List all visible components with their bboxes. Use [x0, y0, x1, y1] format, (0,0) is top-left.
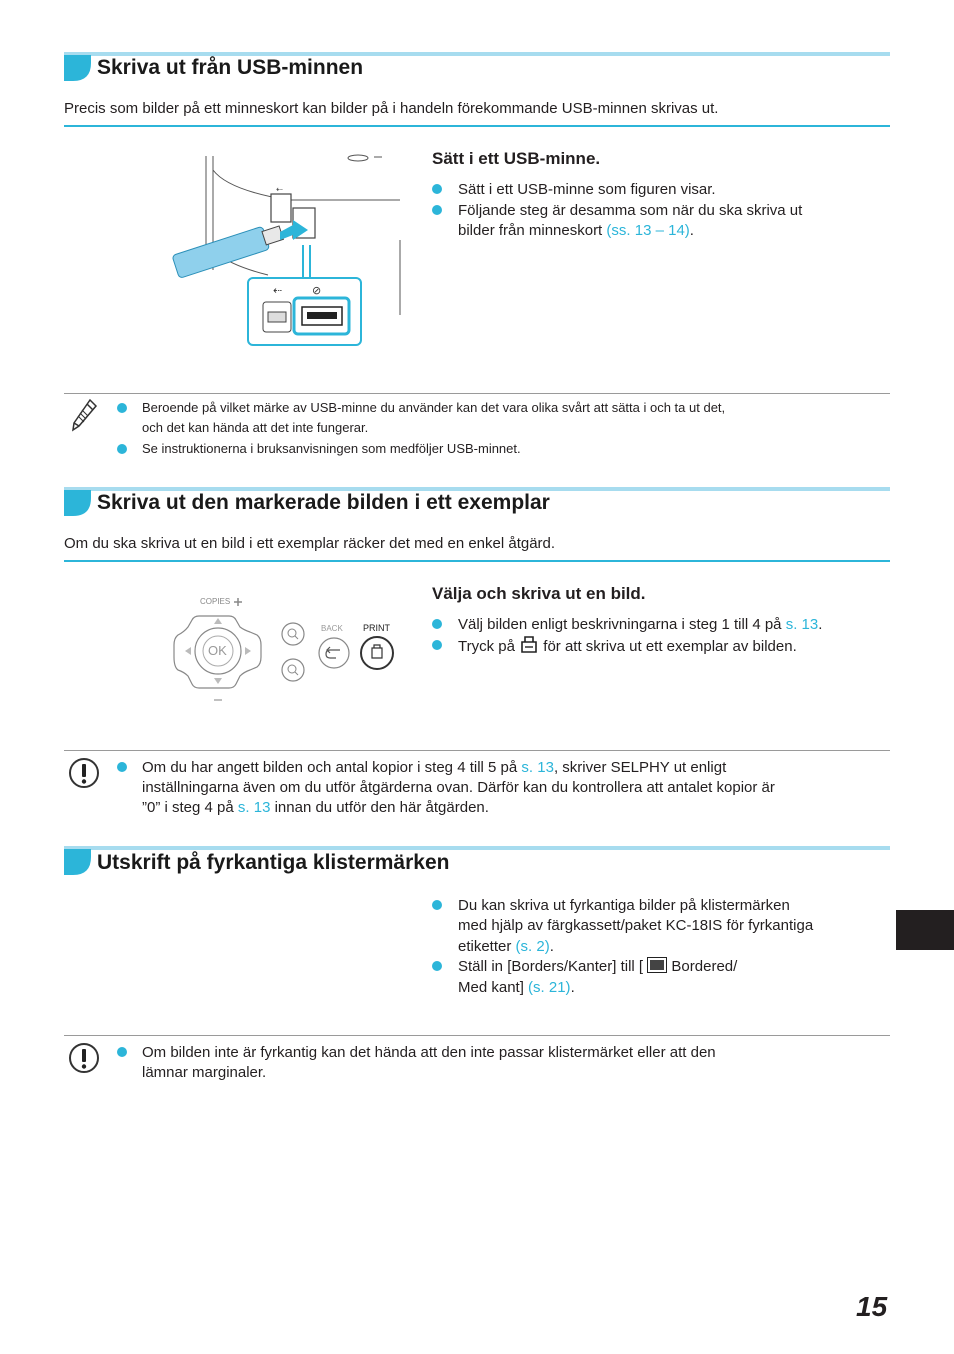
- note3-line1: Om bilden inte är fyrkantig kan det hända att den inte passar klistermärket eller att den: [142, 1044, 716, 1061]
- usb-bullet-2-line1: Följande steg är desamma som när du ska skriva ut: [458, 202, 803, 219]
- note1-item1-line1: Beroende på vilket märke av USB-minne du använder kan det vara olika svårt att sätta i och ta ut det,: [142, 400, 726, 415]
- note2-line1: Om du har angett bilden och antal kopior i steg 4 till 5 på s. 13, skriver SELPHY ut enligt: [142, 759, 727, 776]
- section-title-usb: Skriva ut från USB-minnen: [97, 56, 364, 79]
- bullet: [432, 184, 442, 194]
- sticker-bullet-2-line1: Ställ in [Borders/Kanter] till [ Bordered/: [458, 958, 738, 975]
- print-bullet-2: Tryck på för att skriva ut ett exemplar av bilden.: [458, 638, 797, 655]
- page-link[interactable]: (ss. 13 – 14): [606, 222, 690, 239]
- sticker-bullet-1-line3: etiketter (s. 2).: [458, 938, 554, 955]
- svg-text:⇠: ⇠: [273, 284, 283, 297]
- bullet: [117, 403, 127, 413]
- svg-text:⊘: ⊘: [312, 284, 322, 297]
- control-panel-illustration: [170, 590, 405, 710]
- page-link[interactable]: s. 13: [237, 799, 271, 816]
- control-panel-drawing: [170, 590, 405, 710]
- back-label: BACK: [321, 624, 343, 633]
- page-link[interactable]: s. 13: [521, 759, 554, 776]
- usb-bullet-1: Sätt i ett USB-minne som figuren visar.: [458, 181, 716, 198]
- bullet: [117, 1047, 127, 1057]
- print-button-icon: [519, 636, 539, 654]
- page-link[interactable]: s. 13: [785, 616, 819, 633]
- note3-line2: lämnar marginaler.: [142, 1064, 267, 1081]
- caution-icon: [68, 1042, 100, 1074]
- bullet: [117, 444, 127, 454]
- note-divider: [64, 1035, 890, 1036]
- bullet: [432, 640, 442, 650]
- section-title-stickers: Utskrift på fyrkantiga klistermärken: [97, 851, 450, 874]
- print-label: PRINT: [363, 623, 390, 633]
- section-intro-single-print: Om du ska skriva ut en bild i ett exemplar räcker det med en enkel åtgärd.: [64, 535, 556, 552]
- sticker-bullet-2-line2: Med kant] (s. 21).: [458, 979, 575, 996]
- section-intro-usb: Precis som bilder på ett minneskort kan bilder på i handeln förekommande USB-minnen skrivas ut.: [64, 100, 719, 117]
- page-number: 15: [856, 1291, 888, 1322]
- copies-label: COPIES: [200, 597, 231, 606]
- step-title-print: Välja och skriva ut en bild.: [432, 584, 646, 603]
- chapter-tab: [896, 910, 954, 950]
- bullet: [432, 619, 442, 629]
- note-divider: [64, 750, 890, 751]
- note2-line2: inställningarna även om du utför åtgärderna ovan. Därför kan du kontrollera att antalet kopior är: [142, 779, 775, 796]
- divider: [64, 125, 890, 127]
- caution-icon: [68, 757, 100, 789]
- section-header-bar: [64, 846, 890, 850]
- pencil-icon: [70, 398, 98, 432]
- page-link[interactable]: (s. 2): [515, 938, 550, 955]
- bordered-icon: [647, 957, 667, 973]
- sticker-bullet-1-line1: Du kan skriva ut fyrkantiga bilder på klistermärken: [458, 897, 790, 914]
- bullet: [432, 205, 442, 215]
- note1-item2: Se instruktionerna i bruksanvisningen som medföljer USB-minnet.: [142, 441, 521, 456]
- bullet: [117, 762, 127, 772]
- usb-insert-illustration: [168, 150, 408, 350]
- svg-text:⇠: ⇠: [276, 185, 283, 194]
- note2-line3: ”0” i steg 4 på s. 13 innan du utför den här åtgärden.: [142, 799, 489, 816]
- sticker-bullet-1-line2: med hjälp av färgkassett/paket KC-18IS för fyrkantiga: [458, 917, 814, 934]
- bullet: [432, 961, 442, 971]
- section-marker-icon: [64, 55, 91, 81]
- step-title-usb: Sätt i ett USB-minne.: [432, 149, 601, 168]
- section-marker-icon: [64, 490, 91, 516]
- ok-label: OK: [208, 643, 227, 658]
- divider: [64, 560, 890, 562]
- usb-bullet-2-line2: bilder från minneskort (ss. 13 – 14).: [458, 222, 694, 239]
- print-bullet-1: Välj bilden enligt beskrivningarna i steg 1 till 4 på s. 13.: [458, 616, 823, 633]
- bullet: [432, 900, 442, 910]
- note-divider: [64, 393, 890, 394]
- note1-item1-line2: och det kan hända att det inte fungerar.: [142, 420, 369, 435]
- section-marker-icon: [64, 849, 91, 875]
- page-link[interactable]: (s. 21): [528, 979, 571, 996]
- section-title-single-print: Skriva ut den markerade bilden i ett exemplar: [97, 491, 550, 514]
